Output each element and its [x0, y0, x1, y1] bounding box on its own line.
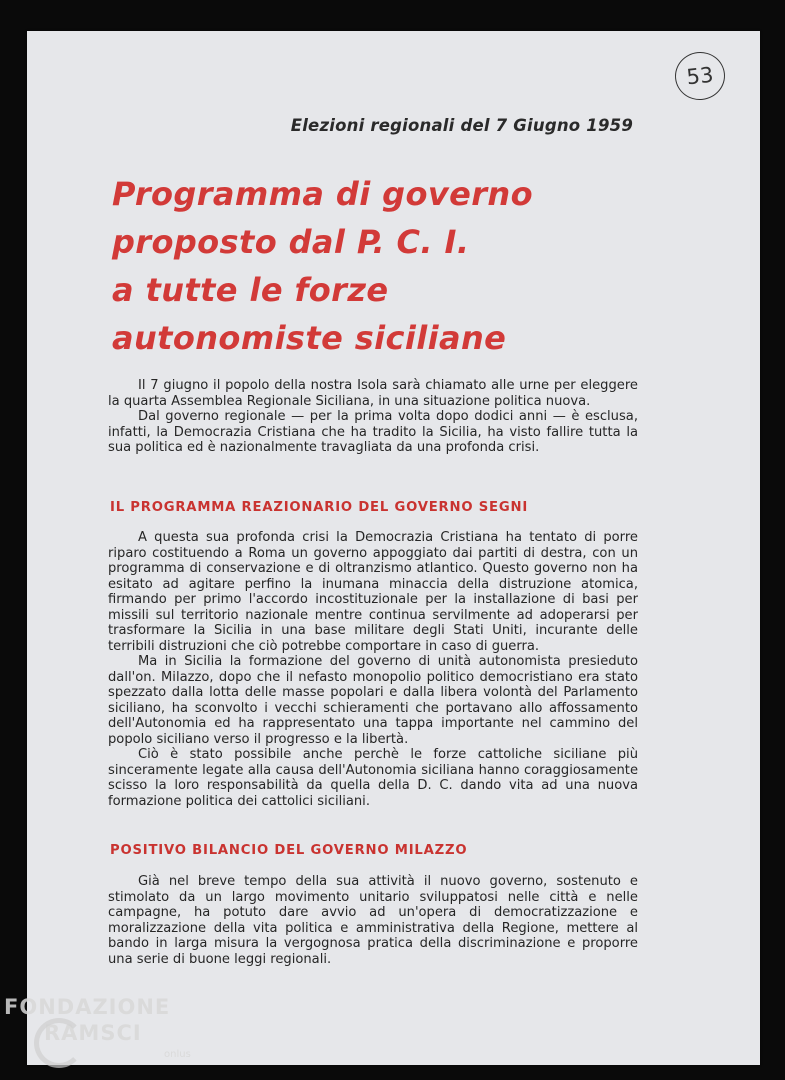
section2-paragraph: Già nel breve tempo della sua attività il nuovo governo, sostenuto e stimolato da un largo movimento unitario sviluppatosi nelle città e nelle campagne, ha potuto dare avvio ad un'opera di democratizzazione e moralizzazione della vita politica e amministrativa della Regione, mettere al bando in larga misura la vergognosa pratica della discriminazione e proporre una serie di buone leggi regionali.: [108, 874, 638, 967]
section1-paragraph: Ma in Sicilia la formazione del governo di unità autonomista presieduto dall'on. Milazzo, dopo che il nefasto monopolio politico democristiano era stato spezzato dalla lotta delle masse popolari e dalla libera volontà del Parlamento siciliano, ha sconvolto i vecchi schieramenti che portavano allo affossamento dell'Autonomia ed ha rappresentato una tappa importante nel cammino del popolo siciliano verso il progresso e la libertà.: [108, 654, 638, 747]
handwritten-page-number: 53: [673, 50, 728, 103]
section1-paragraph: Ciò è stato possibile anche perchè le forze cattoliche siciliane più sinceramente legate alla causa dell'Autonomia siciliana hanno coraggiosamente scisso la loro responsabilità da quella della D. C. dando vita ad una nuova formazione politica dei cattolici siciliani.: [108, 747, 638, 809]
intro-block: [108, 378, 638, 456]
section2-block: [108, 874, 638, 967]
document-title: [112, 170, 533, 362]
title-line: a tutte le forze: [112, 271, 389, 309]
section-heading-governo-segni: IL PROGRAMMA REAZIONARIO DEL GOVERNO SEGNI: [110, 500, 529, 515]
section1-block: [108, 530, 638, 809]
intro-paragraph: Il 7 giugno il popolo della nostra Isola sarà chiamato alle urne per eleggere la quarta Assemblea Regionale Siciliana, in una situazione politica nuova.: [108, 378, 638, 409]
section-heading-governo-milazzo: POSITIVO BILANCIO DEL GOVERNO MILAZZO: [110, 843, 468, 858]
section1-paragraph: A questa sua profonda crisi la Democrazia Cristiana ha tentato di porre riparo costituendo a Roma un governo appoggiato dai partiti di destra, con un programma di conservazione e di oltranzismo atlantico. Questo governo non ha esitato ad agitare perfino la inumana minaccia della distruzione atomica, firmando per primo l'accordo incostituzionale per la installazione di basi per missili sul territorio nazionale mentre continua servilmente ad adoperarsi per trasformare la Sicilia in una base militare degli Stati Uniti, incurante delle terribili distruzioni che ciò potrebbe comportare in caso di guerra.: [108, 530, 638, 654]
archive-watermark: FONDAZIONE RAMSCI onlus: [4, 994, 170, 1046]
intro-paragraph: Dal governo regionale — per la prima volta dopo dodici anni — è esclusa, infatti, la Democrazia Cristiana che ha tradito la Sicilia, ha visto fallire tutta la sua politica ed è nazionalmente travagliata da una profonda crisi.: [108, 409, 638, 455]
election-date-line: Elezioni regionali del 7 Giugno 1959: [290, 116, 633, 135]
title-line: autonomiste siciliane: [112, 319, 507, 357]
g-logo-icon: [34, 1018, 84, 1068]
title-line: proposto dal P. C. I.: [112, 223, 470, 261]
title-line: Programma di governo: [112, 175, 533, 213]
